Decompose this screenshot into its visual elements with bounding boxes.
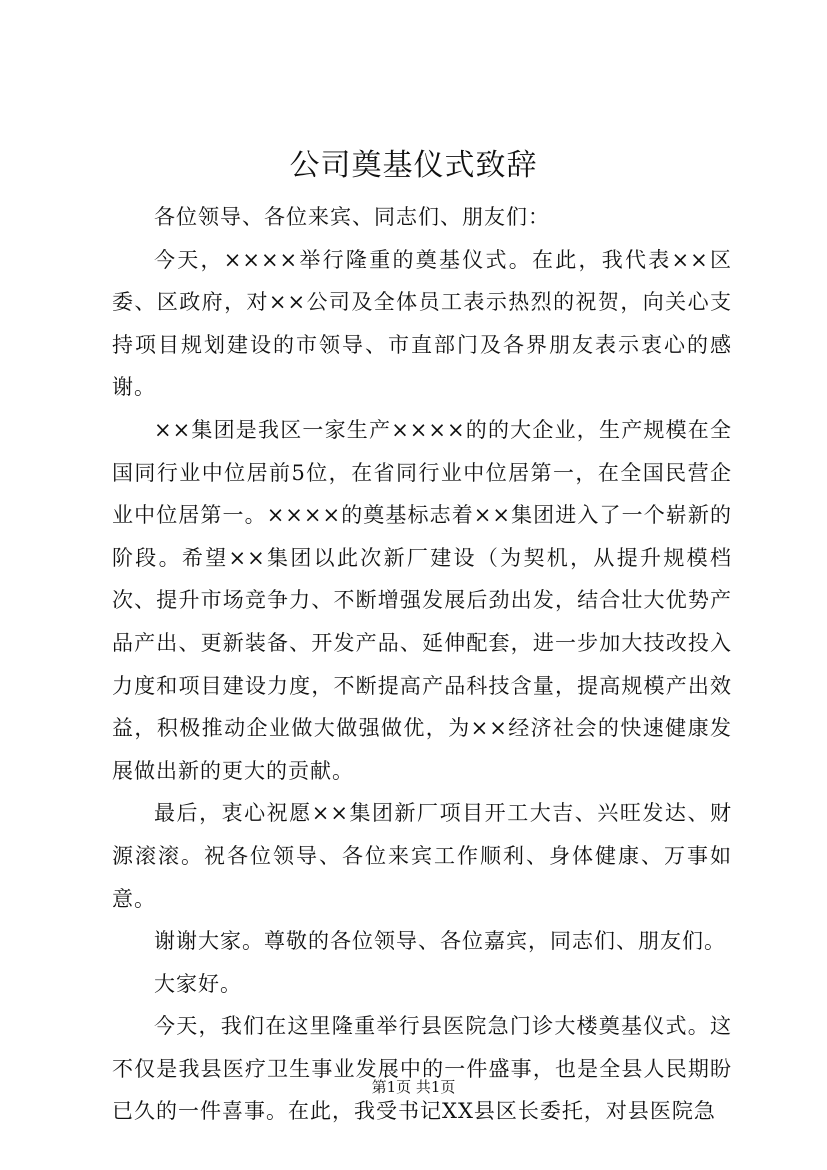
paragraph-salutation: 各位领导、各位来宾、同志们、朋友们： bbox=[154, 205, 550, 229]
paragraph-opening: 今天，××××举行隆重的奠基仪式。在此，我代表××区委、区政府，对××公司及全体员工表示热烈的祝贺，向关心支持项目规划建设的市领导、市直部门及各界朋友表示衷心的感谢。 bbox=[112, 247, 732, 400]
document-body bbox=[112, 196, 732, 1133]
paragraph-group-intro: ××集团是我区一家生产××××的的大企业，生产规模在全国同行业中位居前5位，在省同行业中位居第一，在全国民营企业中位居第一。××××的奠基标志着××集团进入了一个崭新的阶段。希望××集团以此次新厂建设（为契机，从提升规模档次、提升市场竞争力、不断增强发展后劲出发，结合壮大优势产品产出、更新装备、开发产品、延伸配套，进一步加大技改投入力度和项目建设力度，不断提高产品科技含量，提高规模产出效益，积极推动企业做大做强做优，为××经济社会的快速健康发展做出新的更大的贡献。 bbox=[112, 417, 732, 783]
page-footer: 第1页 共1页 bbox=[371, 1078, 456, 1096]
paragraph-greeting: 大家好。 bbox=[154, 971, 242, 996]
paragraph-wishes: 最后，衷心祝愿××集团新厂项目开工大吉、兴旺发达、财源滚滚。祝各位领导、各位来宾工作顺利、身体健康、万事如意。 bbox=[112, 801, 732, 911]
document-title: 公司奠基仪式致辞 bbox=[289, 148, 538, 183]
paragraph-hospital: 今天，我们在这里隆重举行县医院急门诊大楼奠基仪式。这不仅是我县医疗卫生事业发展中的一件盛事，也是全县人民期盼已久的一件喜事。在此，我受书记XX县区长委托，对县医院急 bbox=[112, 1014, 732, 1124]
paragraph-thanks: 谢谢大家。尊敬的各位领导、各位嘉宾，同志们、朋友们。 bbox=[154, 929, 726, 954]
